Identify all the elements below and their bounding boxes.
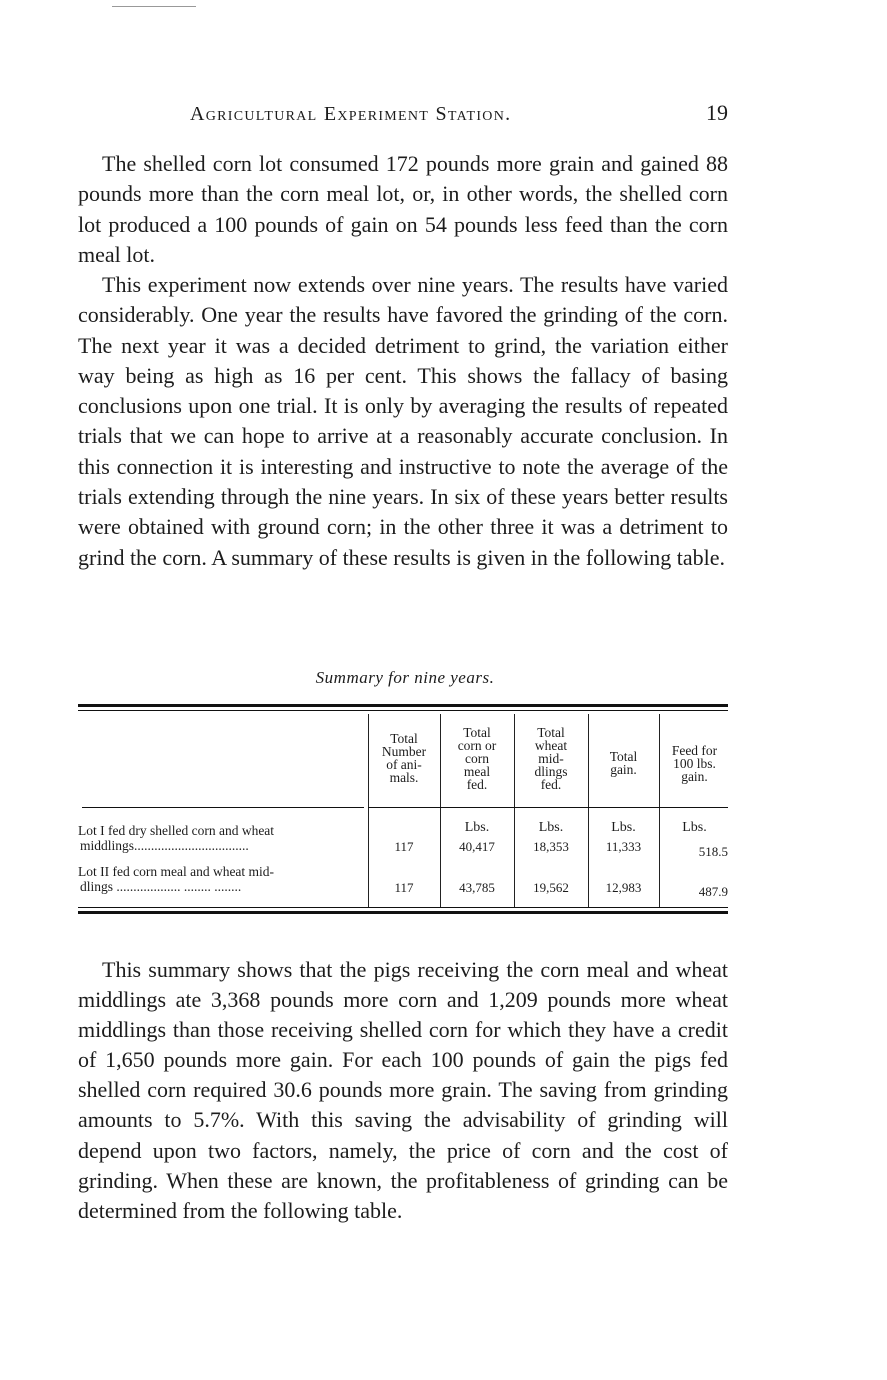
cell-lot2-feed: 487.9: [698, 884, 728, 899]
cell-lot2-gain: 12,983: [605, 880, 642, 895]
cell-lot2-corn: 43,785: [459, 880, 495, 895]
cell-lot1-middlings: 18,353: [533, 839, 569, 854]
unit-corn: Lbs.: [464, 820, 490, 835]
table-caption: Summary for nine years.: [315, 668, 495, 687]
cell-lot1-gain: 11,333: [605, 839, 642, 854]
header-middlings-fed: Total wheat mid- dlings fed.: [534, 725, 568, 792]
column-divider: [514, 714, 515, 907]
column-divider: [368, 714, 369, 907]
paragraph-3: This summary shows that the pigs receiving the corn meal and wheat middlings ate 3,368 pounds more corn and 1,209 pounds more wheat middlings than those receiving shelled corn for which they have a credit of 1,650 pounds more gain. For each 100 pounds of gain the pigs fed shelled corn required 30.6 pounds more grain. The saving from grinding amounts to 5.7%. With this saving the advisability of grinding will depend upon two factors, namely, the price of corn and the cost of grinding. When these are known, the profitableness of grinding can be determined from the following table.: [78, 957, 728, 1223]
unit-feed: Lbs.: [682, 820, 707, 835]
cell-lot2-animals: 117: [394, 880, 414, 895]
running-title: Agricultural Experiment Station.: [190, 103, 512, 125]
page-header: [78, 100, 728, 130]
column-divider: [588, 714, 589, 907]
page-number: 19: [706, 100, 728, 125]
header-feed-per-100: Feed for 100 lbs. gain.: [671, 743, 718, 784]
summary-table: [78, 704, 728, 916]
cell-lot1-feed: 518.5: [698, 844, 728, 859]
table-bottom-rule: [78, 911, 728, 914]
row-label-lot-1: Lot I fed dry shelled corn and wheat middlings..................................: [78, 823, 275, 853]
header-divider: [368, 807, 728, 808]
header-number-of-animals: Total Number of ani- mals.: [381, 731, 427, 785]
cell-lot2-middlings: 19,562: [533, 880, 569, 895]
paragraph-1: The shelled corn lot consumed 172 pounds more grain and gained 88 pounds more than the corn meal lot, or, in other words, the shelled corn lot produced a 100 pounds of gain on 54 pounds less feed than the corn meal lot.: [78, 151, 728, 267]
header-corn-fed: Total corn or corn meal fed.: [457, 725, 497, 792]
table-top-rule: [78, 704, 728, 707]
header-divider: [82, 807, 364, 808]
column-divider: [659, 714, 660, 907]
cell-lot1-animals: 117: [394, 839, 414, 854]
cell-lot1-corn: 40,417: [459, 839, 495, 854]
row-label-lot-2: Lot II fed corn meal and wheat mid- dlings ................... ........ ........: [78, 864, 275, 894]
unit-gain: Lbs.: [611, 820, 636, 835]
column-divider: [440, 714, 441, 907]
table-bottom-rule-thin: [78, 907, 728, 908]
table-top-rule-thin: [78, 710, 728, 711]
paragraph-2: This experiment now extends over nine years. The results have varied considerably. One year the results have favored the grinding of the corn. The next year it was a decided detriment to grind, the variation either way being as high as 16 per cent. This shows the fallacy of basing conclusions upon one trial. It is only by averaging the results of repeated trials that we can hope to arrive at a reasonably accurate conclusion. In this connection it is interesting and instructive to note the average of the trials extending through the nine years. In six of these years better results were obtained with ground corn; in the other three it was a detriment to grind the corn. A summary of these results is given in the following table.: [78, 272, 728, 570]
header-total-gain: Total gain.: [609, 749, 638, 777]
unit-middlings: Lbs.: [538, 820, 564, 835]
top-rule: [112, 6, 196, 7]
